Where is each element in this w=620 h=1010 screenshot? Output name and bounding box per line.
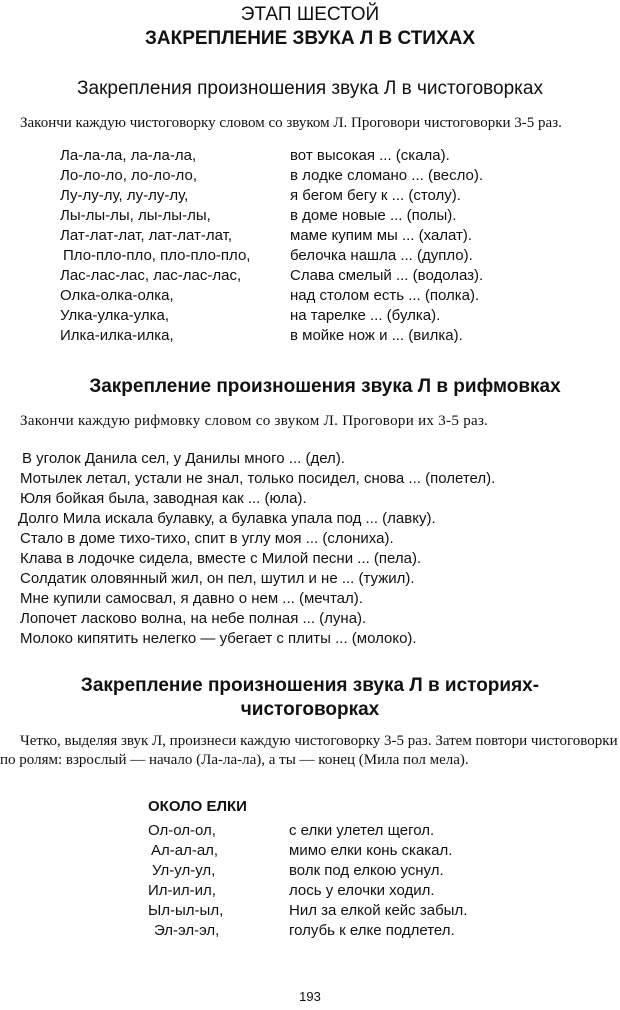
story-title: ОКОЛО ЕЛКИ [148, 798, 247, 815]
couplet-end: лось у елочки ходил. [289, 882, 435, 899]
couplet-end: Нил за елкой кейс забыл. [289, 902, 468, 919]
couplet-row [60, 146, 600, 166]
section1-instruction: Закончи каждую чистоговорку словом со звуком Л. Проговори чистоговорки 3-5 раз. [20, 115, 562, 131]
couplet-end: мимо елки конь скакал. [289, 842, 453, 859]
couplet-start: Ил-ил-ил, [148, 882, 216, 899]
couplet-row [60, 306, 600, 326]
couplet-start: Эл-эл-эл, [154, 922, 220, 939]
rhyme-line: Лопочет ласково волна, на небе полная ... (луна). [20, 610, 367, 627]
section3-title-line1: Закрепление произношения звука Л в историях- [80, 675, 540, 696]
couplet-row [148, 841, 568, 861]
couplet-row [60, 166, 600, 186]
rhyme-line: Солдатик оловянный жил, он пел, шутил и не ... (тужил). [20, 570, 415, 587]
couplet-row [60, 246, 600, 266]
couplet-start: Илка-илка-илка, [60, 327, 174, 344]
couplet-row [60, 206, 600, 226]
couplet-end: волк под елкою уснул. [289, 862, 444, 879]
section3-title [0, 674, 620, 722]
rhyme-line: В уголок Данила сел, у Данилы много ... (дел). [22, 450, 345, 467]
couplet-row [60, 266, 600, 286]
couplet-end: в лодке сломано ... (весло). [290, 167, 484, 184]
rhyme-line: Мне купили самосвал, я давно о нем ... (мечтал). [20, 590, 363, 607]
couplet-start: Ул-ул-ул, [152, 862, 216, 879]
couplet-row [148, 821, 568, 841]
couplet-end: Слава смелый ... (водолаз). [290, 267, 484, 284]
couplet-start: Ыл-ыл-ыл, [148, 902, 224, 919]
couplet-end: в доме новые ... (полы). [290, 207, 457, 224]
rhyme-line: Клава в лодочке сидела, вместе с Милой песни ... (пела). [20, 550, 422, 567]
couplet-end: я бегом бегу к ... (столу). [290, 187, 461, 204]
couplet-end: с елки улетел щегол. [289, 822, 435, 839]
couplet-row [148, 861, 568, 881]
couplet-start: Лас-лас-лас, лас-лас-лас, [60, 267, 242, 284]
couplet-end: маме купим мы ... (халат). [290, 227, 473, 244]
section1-title: Закрепления произношения звука Л в чистоговорках [77, 78, 543, 99]
couplet-end: на тарелке ... (булка). [290, 307, 441, 324]
section3-couplets [148, 821, 568, 941]
couplet-row [60, 226, 600, 246]
couplet-row [148, 921, 568, 941]
couplet-end: белочка нашла ... (дупло). [290, 247, 473, 264]
rhyme-line: Долго Мила искала булавку, а булавка упала под ... (лавку). [18, 510, 436, 527]
section3-title-line2: чистоговорках [240, 699, 380, 720]
couplet-row [60, 186, 600, 206]
rhyme-line: Юля бойкая была, заводная как ... (юла). [20, 490, 307, 507]
section2-title: Закрепление произношения звука Л в рифмовках [89, 376, 561, 397]
section2-instruction: Закончи каждую рифмовку словом со звуком Л. Проговори их 3-5 раз. [20, 413, 489, 429]
couplet-start: Пло-пло-пло, пло-пло-пло, [63, 247, 251, 264]
section1-couplets [60, 146, 600, 346]
rhyme-line: Молоко кипятить нелегко — убегает с плиты ... (молоко). [20, 630, 417, 647]
couplet-start: Ло-ло-ло, ло-ло-ло, [60, 167, 197, 184]
couplet-end: над столом есть ... (полка). [290, 287, 480, 304]
couplet-row [60, 326, 600, 346]
section2-rhymes [20, 449, 495, 649]
couplet-start: Улка-улка-улка, [60, 307, 169, 324]
couplet-start: Ал-ал-ал, [151, 842, 219, 859]
couplet-end: голубь к елке подлетел. [289, 922, 455, 939]
page-number: 193 [299, 989, 321, 1004]
couplet-start: Лат-лат-лат, лат-лат-лат, [60, 227, 233, 244]
couplet-row [60, 286, 600, 306]
couplet-row [148, 901, 568, 921]
couplet-start: Олка-олка-олка, [60, 287, 174, 304]
section3-instruction: Четко, выделяя звук Л, произнеси каждую чистоговорку 3-5 раз. Затем повтори чистоговорки по ролям: взрослый — начало (Ла-ла-ла), а ты — конец (Мила пол мела). [0, 733, 618, 768]
rhyme-line: Стало в доме тихо-тихо, спит в углу моя ... (слониха). [20, 530, 394, 547]
chapter-title: ЗАКРЕПЛЕНИЕ ЗВУКА Л В СТИХАХ [144, 28, 476, 49]
couplet-start: Лы-лы-лы, лы-лы-лы, [60, 207, 211, 224]
couplet-start: Ла-ла-ла, ла-ла-ла, [60, 147, 197, 164]
couplet-end: вот высокая ... (скала). [290, 147, 450, 164]
stage-heading: ЭТАП ШЕСТОЙ [240, 4, 380, 25]
couplet-end: в мойке нож и ... (вилка). [290, 327, 463, 344]
couplet-row [148, 881, 568, 901]
couplet-start: Ол-ол-ол, [148, 822, 216, 839]
couplet-start: Лу-лу-лу, лу-лу-лу, [60, 187, 189, 204]
rhyme-line: Мотылек летал, устали не знал, только посидел, снова ... (полетел). [20, 470, 496, 487]
